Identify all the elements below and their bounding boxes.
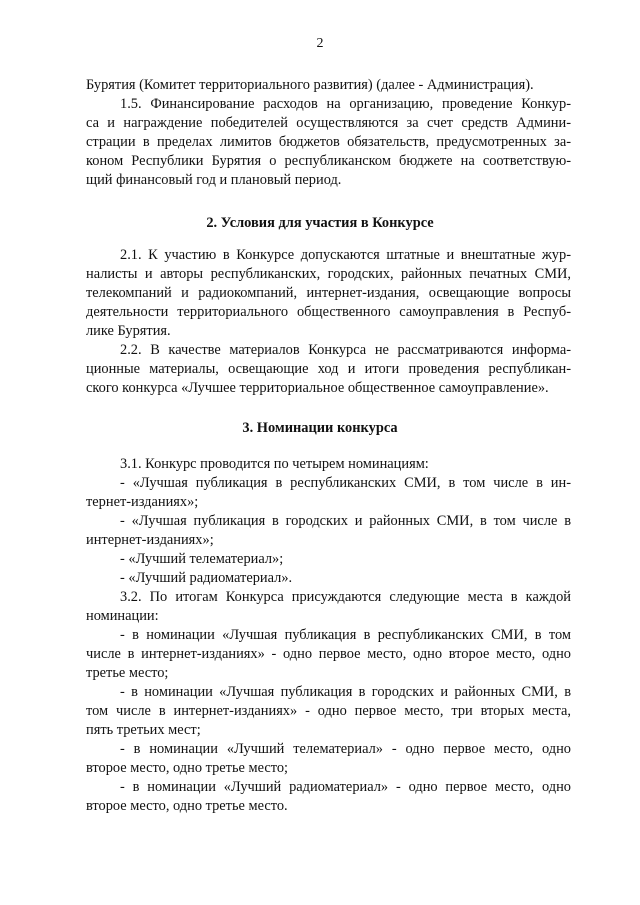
text-line: налисты и авторы республиканских, городских, районных печатных СМИ, — [86, 266, 571, 282]
section-3-heading: 3. Номинации конкурса — [242, 420, 398, 436]
text-line: тернет-изданиях»; — [86, 494, 199, 510]
text-line: том числе в интернет-изданиях» - одно первое место, три вторых места, — [86, 703, 571, 719]
text-line: страции в пределах лимитов бюджетов обязательств, предусмотренных за- — [86, 134, 571, 150]
text-line: - в номинации «Лучшая публикация в городских и районных СМИ, в — [120, 684, 571, 700]
text-line: третье место; — [86, 665, 169, 681]
text-line: телекомпаний и радиокомпаний, интернет-издания, освещающие вопросы — [86, 285, 571, 301]
text-line: 3.2. По итогам Конкурса присуждаются следующие места в каждой — [120, 589, 571, 605]
text-line: 2.1. К участию в Конкурсе допускаются штатные и внештатные жур- — [120, 247, 571, 263]
text-line: номинации: — [86, 608, 159, 624]
text-line: са и награждение победителей осуществляются за счет средств Админи- — [86, 115, 571, 131]
text-line: коном Республики Бурятия о республиканском бюджете на соответствую- — [86, 153, 571, 169]
text-line: - в номинации «Лучший телематериал» - одно первое место, одно — [120, 741, 571, 757]
text-line: пять третьих мест; — [86, 722, 201, 738]
text-line: лике Бурятия. — [86, 323, 171, 339]
section-2-heading: 2. Условия для участия в Конкурсе — [206, 215, 434, 231]
text-line: ционные материалы, освещающие ход и итоги проведения республикан- — [86, 361, 571, 377]
text-line: 3.1. Конкурс проводится по четырем номинациям: — [120, 456, 429, 472]
text-line: 2.2. В качестве материалов Конкурса не рассматриваются информа- — [120, 342, 571, 358]
text-line: числе в интернет-изданиях» - одно первое место, одно второе место, одно — [86, 646, 571, 662]
page-number: 2 — [316, 36, 324, 51]
text-line: щий финансовый год и плановый период. — [86, 172, 342, 188]
text-line: второе место, одно третье место. — [86, 798, 288, 814]
text-line: - «Лучшая публикация в городских и районных СМИ, в том числе в — [120, 513, 571, 529]
text-line: ского конкурса «Лучшее территориальное общественное самоуправление». — [86, 380, 549, 396]
text-line: - «Лучший радиоматериал». — [120, 570, 293, 586]
text-line: - в номинации «Лучший радиоматериал» - одно первое место, одно — [120, 779, 571, 795]
text-line: Бурятия (Комитет территориального развития) (далее - Администрация). — [86, 77, 534, 93]
text-line: интернет-изданиях»; — [86, 532, 214, 548]
text-line: второе место, одно третье место; — [86, 760, 289, 776]
text-line: - «Лучший телематериал»; — [120, 551, 284, 567]
text-line: 1.5. Финансирование расходов на организацию, проведение Конкур- — [120, 96, 571, 112]
text-line: - в номинации «Лучшая публикация в республиканских СМИ, в том — [120, 627, 571, 643]
text-line: деятельности территориального общественного самоуправления в Респуб- — [86, 304, 571, 320]
text-line: - «Лучшая публикация в республиканских СМИ, в том числе в ин- — [120, 475, 571, 491]
